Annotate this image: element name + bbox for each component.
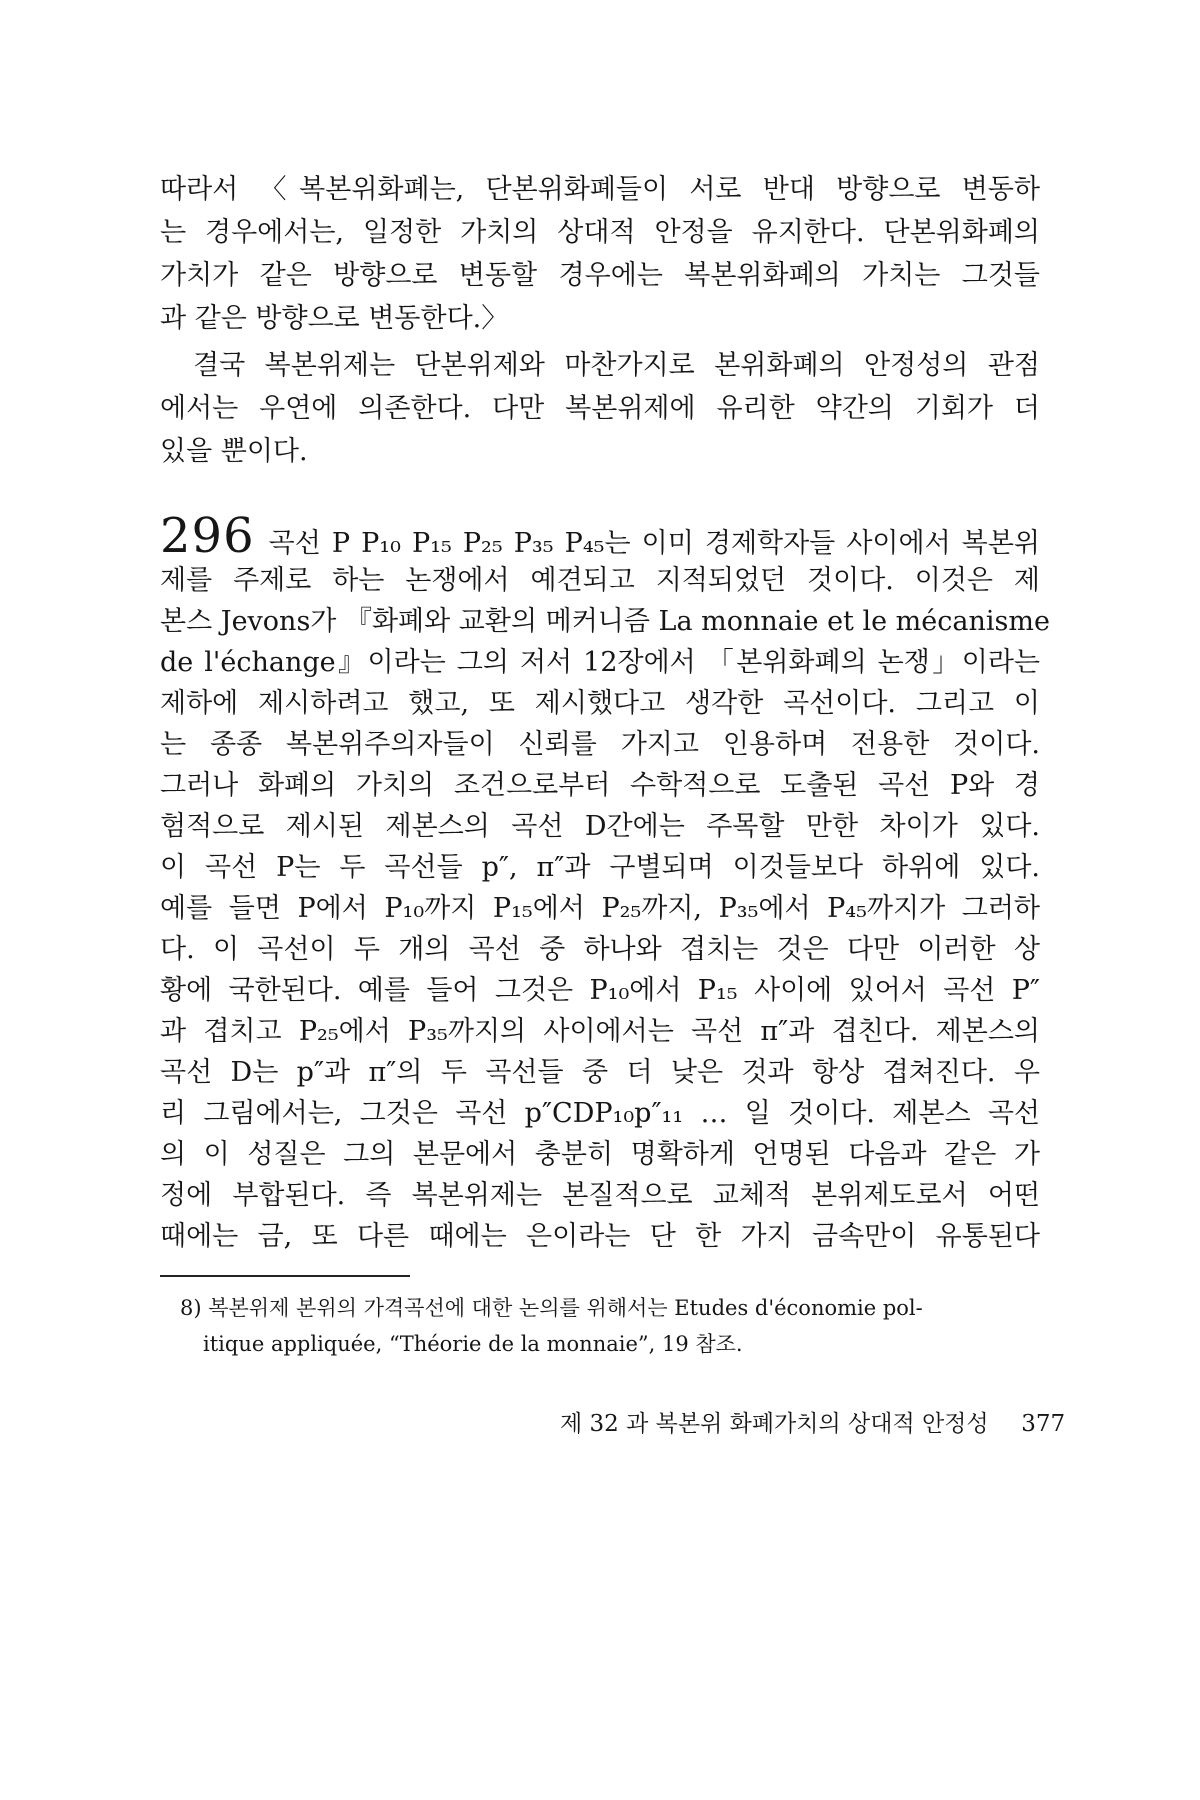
footnote-line: itique appliquée, “Théorie de la monnaie”, 19 참조. (203, 1332, 743, 1356)
section-line: 다. 이 곡선이 두 개의 곡선 중 하나와 겹치는 것은 다만 이러한 상 (160, 934, 1040, 965)
section-line: 의 이 성질은 그의 본문에서 충분히 명확하게 언명된 다음과 같은 가 (160, 1139, 1040, 1170)
section-number: 296 (160, 508, 255, 564)
paragraph1-line: 따라서 〈복본위화폐는, 단본위화폐들이 서로 반대 방향으로 변동하 (160, 174, 1040, 205)
running-footer (560, 1405, 1066, 1438)
section-line: 황에 국한된다. 예를 들어 그것은 P₁₀에서 P₁₅ 사이에 있어서 곡선 P″ (160, 975, 1040, 1006)
section-line: 험적으로 제시된 제본스의 곡선 D간에는 주목할 만한 차이가 있다. (160, 811, 1040, 842)
section-line: 이 곡선 P는 두 곡선들 p″, π″과 구별되며 이것들보다 하위에 있다. (160, 852, 1040, 883)
paragraph2-line: 결국 복본위제는 단본위제와 마찬가지로 본위화폐의 안정성의 관점 (193, 350, 1040, 381)
paragraph1-line: 가치가 같은 방향으로 변동할 경우에는 복본위화폐의 가치는 그것들 (160, 260, 1040, 291)
paragraph2-line: 에서는 우연에 의존한다. 다만 복본위제에 유리한 약간의 기회가 더 (160, 393, 1040, 424)
footnote-rule (160, 1275, 410, 1277)
section-line: 리 그림에서는, 그것은 곡선 p″CDP₁₀p″₁₁ … 일 것이다. 제본스 곡선 (160, 1098, 1040, 1129)
section-line: 때에는 금, 또 다른 때에는 은이라는 단 한 가지 금속만이 유통된다 (160, 1221, 1040, 1252)
section-line: 그러나 화폐의 가치의 조건으로부터 수학적으로 도출된 곡선 P와 경 (160, 770, 1040, 801)
section-line: 곡선 D는 p″과 π″의 두 곡선들 중 더 낮은 것과 항상 겹쳐진다. 우 (160, 1057, 1040, 1088)
footer-chapter-title: 제 32 과 복본위 화폐가치의 상대적 안정성 (560, 1411, 989, 1437)
section-first-line (160, 508, 1040, 564)
section-line: 본스 Jevons가 『화폐와 교환의 메커니즘 La monnaie et le mécanisme (160, 606, 1050, 637)
section-line: 정에 부합된다. 즉 복본위제는 본질적으로 교체적 본위제도로서 어떤 (160, 1180, 1040, 1211)
section-line: 제를 주제로 하는 논쟁에서 예견되고 지적되었던 것이다. 이것은 제 (160, 565, 1040, 596)
section-line: 예를 들면 P에서 P₁₀까지 P₁₅에서 P₂₅까지, P₃₅에서 P₄₅까지가 그러하 (160, 893, 1040, 924)
paragraph1-line: 과 같은 방향으로 변동한다.〉 (160, 303, 509, 334)
page-number: 377 (1021, 1411, 1066, 1437)
section-line: 제하에 제시하려고 했고, 또 제시했다고 생각한 곡선이다. 그리고 이 (160, 688, 1040, 719)
footnote-line: 8) 복본위제 본위의 가격곡선에 대한 논의를 위해서는 Etudes d'économie pol- (180, 1296, 923, 1320)
section-line: 과 겹치고 P₂₅에서 P₃₅까지의 사이에서는 곡선 π″과 겹친다. 제본스의 (160, 1016, 1040, 1047)
section-line: 는 종종 복본위주의자들이 신뢰를 가지고 인용하며 전용한 것이다. (160, 729, 1040, 760)
section-first-line-text: 곡선 P P₁₀ P₁₅ P₂₅ P₃₅ P₄₅는 이미 경제학자들 사이에서 복본위 (268, 528, 1040, 559)
paragraph1-line: 는 경우에서는, 일정한 가치의 상대적 안정을 유지한다. 단본위화폐의 (160, 217, 1040, 248)
paragraph2-line: 있을 뿐이다. (160, 436, 308, 467)
section-line: de l'échange』이라는 그의 저서 12장에서 「본위화폐의 논쟁」이라는 (160, 647, 1040, 678)
